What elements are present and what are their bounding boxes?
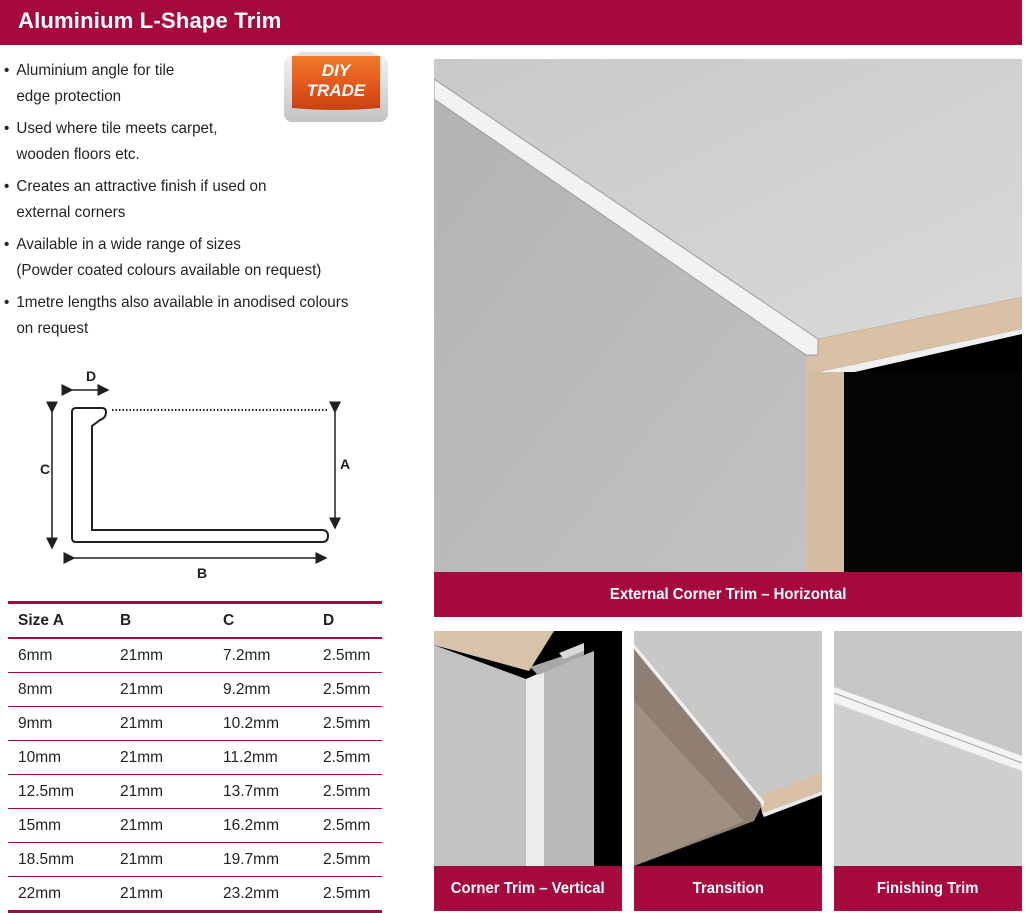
table-cell: 2.5mm: [313, 877, 382, 912]
caption-text: Finishing Trim: [877, 880, 979, 897]
table-cell: 18.5mm: [8, 843, 110, 877]
badge-line2: TRADE: [306, 81, 366, 100]
label-b: B: [197, 565, 208, 581]
caption-text: External Corner Trim – Horizontal: [609, 586, 847, 603]
table-cell: 10mm: [8, 741, 110, 775]
caption-text: Corner Trim – Vertical: [451, 880, 605, 897]
table-cell: 16.2mm: [213, 809, 313, 843]
table-cell: 21mm: [110, 707, 213, 741]
finishing-photo-caption: [834, 866, 1022, 911]
table-cell: 19.7mm: [213, 843, 313, 877]
finishing-photo: [834, 631, 1022, 866]
label-a: A: [340, 456, 351, 472]
title-bar: [0, 0, 1022, 45]
feature-text: • Aluminium angle for tile: [16, 62, 175, 79]
table-cell: 21mm: [110, 843, 213, 877]
table-cell: 2.5mm: [313, 809, 382, 843]
feature-text: • Available in a wide range of sizes: [16, 236, 241, 253]
table-row: [8, 741, 382, 775]
table-cell: 21mm: [110, 775, 213, 809]
feature-item: [4, 290, 384, 342]
table-cell: 23.2mm: [213, 877, 313, 912]
external-corner-photo: [434, 59, 1022, 572]
table-cell: 21mm: [110, 673, 213, 707]
feature-text: • Creates an attractive finish if used on: [16, 178, 267, 195]
profile-diagram: [30, 362, 370, 587]
main-photo-caption: [434, 572, 1022, 617]
table-cell: 21mm: [110, 809, 213, 843]
column-header: B: [110, 603, 213, 639]
table-cell: 2.5mm: [313, 775, 382, 809]
table-row: [8, 673, 382, 707]
table-cell: 11.2mm: [213, 741, 313, 775]
table-cell: 2.5mm: [313, 707, 382, 741]
feature-item: [4, 232, 384, 284]
table-row: [8, 809, 382, 843]
column-header: C: [213, 603, 313, 639]
table-cell: 21mm: [110, 638, 213, 673]
l-profile-shape: [72, 408, 328, 542]
feature-text: edge protection: [16, 88, 122, 105]
table-row: [8, 638, 382, 673]
feature-item: [4, 174, 384, 226]
transition-photo-caption: [634, 866, 822, 911]
label-c: C: [40, 461, 51, 477]
feature-text: (Powder coated colours available on request): [16, 262, 322, 279]
feature-text: on request: [16, 320, 89, 337]
table-cell: 10.2mm: [213, 707, 313, 741]
table-row: [8, 775, 382, 809]
table-cell: 2.5mm: [313, 741, 382, 775]
table-cell: 21mm: [110, 741, 213, 775]
size-table: [8, 601, 382, 913]
table-header-row: [8, 603, 382, 639]
table-cell: 21mm: [110, 877, 213, 912]
label-d: D: [86, 368, 97, 384]
table-cell: 2.5mm: [313, 638, 382, 673]
table-cell: 7.2mm: [213, 638, 313, 673]
table-cell: 9.2mm: [213, 673, 313, 707]
table-cell: 6mm: [8, 638, 110, 673]
feature-item: [4, 116, 384, 168]
table-cell: 15mm: [8, 809, 110, 843]
column-header: D: [313, 603, 382, 639]
caption-text: Transition: [692, 880, 764, 897]
vertical-photo-caption: [434, 866, 622, 911]
table-cell: 2.5mm: [313, 673, 382, 707]
table-cell: 9mm: [8, 707, 110, 741]
feature-text: wooden floors etc.: [16, 146, 140, 163]
diy-trade-badge: [284, 52, 388, 122]
table-row: [8, 877, 382, 912]
column-header: Size A: [8, 603, 110, 639]
table-row: [8, 707, 382, 741]
corner-vertical-photo: [434, 631, 622, 866]
page-title: Aluminium L-Shape Trim: [18, 8, 282, 33]
table-cell: 22mm: [8, 877, 110, 912]
transition-photo: [634, 631, 822, 866]
feature-text: • 1metre lengths also available in anodised colours: [16, 294, 349, 311]
feature-text: external corners: [16, 204, 126, 221]
table-cell: 2.5mm: [313, 843, 382, 877]
badge-line1: DIY: [321, 61, 351, 80]
table-cell: 8mm: [8, 673, 110, 707]
table-row: [8, 843, 382, 877]
feature-text: • Used where tile meets carpet,: [16, 120, 218, 137]
table-cell: 12.5mm: [8, 775, 110, 809]
table-cell: 13.7mm: [213, 775, 313, 809]
